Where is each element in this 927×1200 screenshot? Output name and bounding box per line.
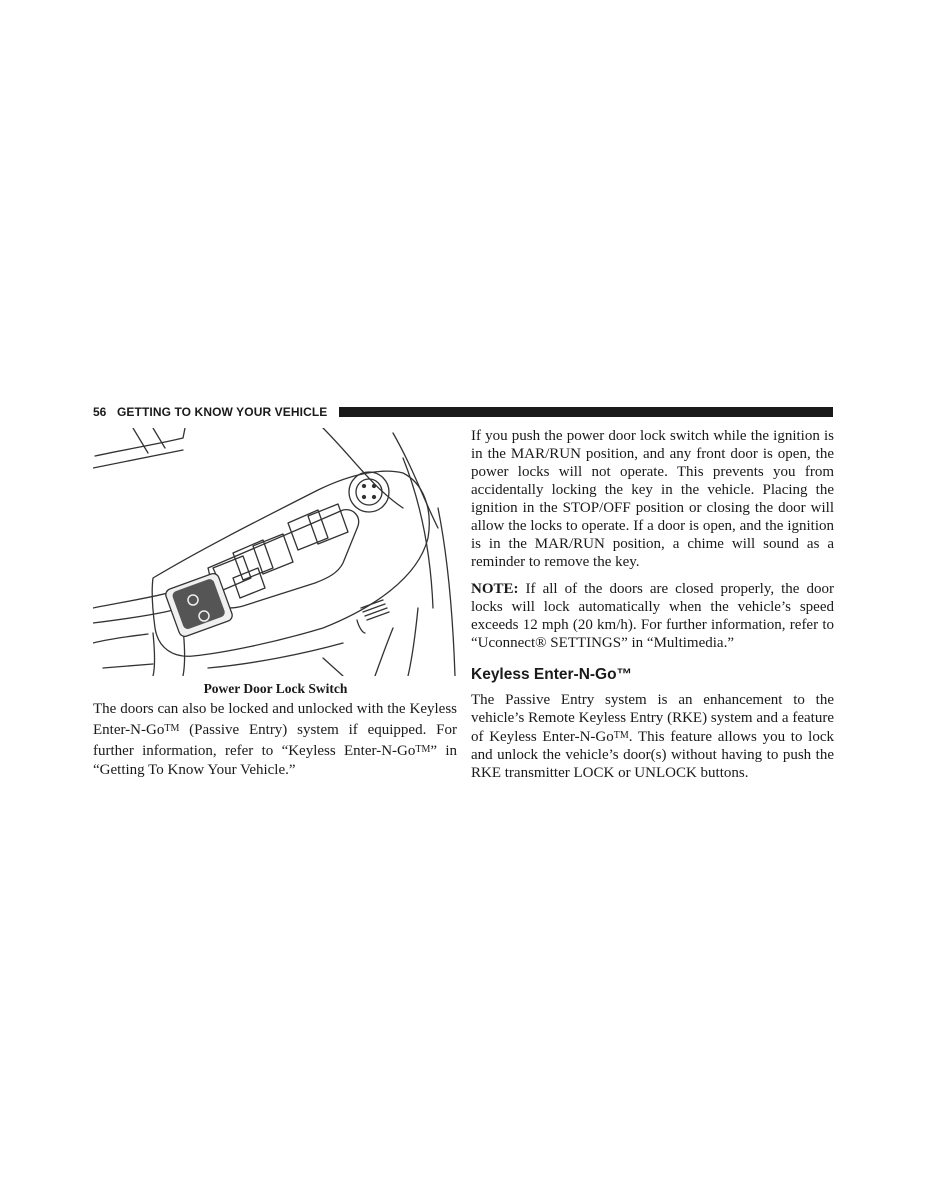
right-column <box>471 427 834 782</box>
page-header <box>93 404 833 422</box>
note-label: NOTE: <box>471 581 519 597</box>
door-lock-switch-illustration-icon <box>93 428 458 676</box>
left-paragraph <box>93 700 457 780</box>
right-paragraph-2-text: The Passive Entry system is an enhancement to the vehicle’s Remote Keyless Entry (RKE) system and a feature of Keyless Enter-N-Go <box>471 692 834 745</box>
left-paragraph-text: The doors can also be locked and unlocked with the Keyless Enter-N-Go <box>93 701 457 738</box>
left-paragraph-text: ” in “Getting To Know Your Vehicle.” <box>93 743 457 778</box>
section-title: GETTING TO KNOW YOUR VEHICLE <box>117 405 328 419</box>
right-paragraph-2 <box>471 691 834 782</box>
note-paragraph <box>471 580 834 652</box>
keyless-subheading: Keyless Enter-N-Go™ <box>471 666 633 683</box>
trademark-mark: TM <box>164 723 180 734</box>
header-rule <box>339 407 833 417</box>
page-number: 56 <box>93 405 107 419</box>
right-paragraph-2-text: . This feature allows you to lock and unlock the vehicle’s door(s) without having to push the RKE transmitter LOCK or UNLOCK buttons. <box>471 729 834 781</box>
left-column <box>93 700 457 780</box>
door-lock-switch-figure <box>93 428 458 676</box>
right-paragraph-1: If you push the power door lock switch while the ignition is in the MAR/RUN position, and any front door is open, the power locks will not operate. This prevents you from accidentally locking the key in the vehicle. Placing the ignition in the STOP/OFF position or closing the door will allow the locks to operate. If a door is open, and the ignition is in the MAR/RUN position, a chime will sound as a reminder to remove the key. <box>471 428 834 570</box>
left-paragraph-text: (Passive Entry) system if equipped. For further information, refer to “Keyless Enter-N-Go <box>93 722 457 759</box>
trademark-mark: TM <box>415 744 431 755</box>
figure-caption: Power Door Lock Switch <box>203 681 348 696</box>
trademark-mark: TM <box>613 730 629 741</box>
note-text: If all of the doors are closed properly, the door locks will lock automatically when the vehicle’s speed exceeds 12 mph (20 km/h). For further information, refer to “Uconnect® SETTINGS” in “Multimedia.” <box>471 581 834 651</box>
